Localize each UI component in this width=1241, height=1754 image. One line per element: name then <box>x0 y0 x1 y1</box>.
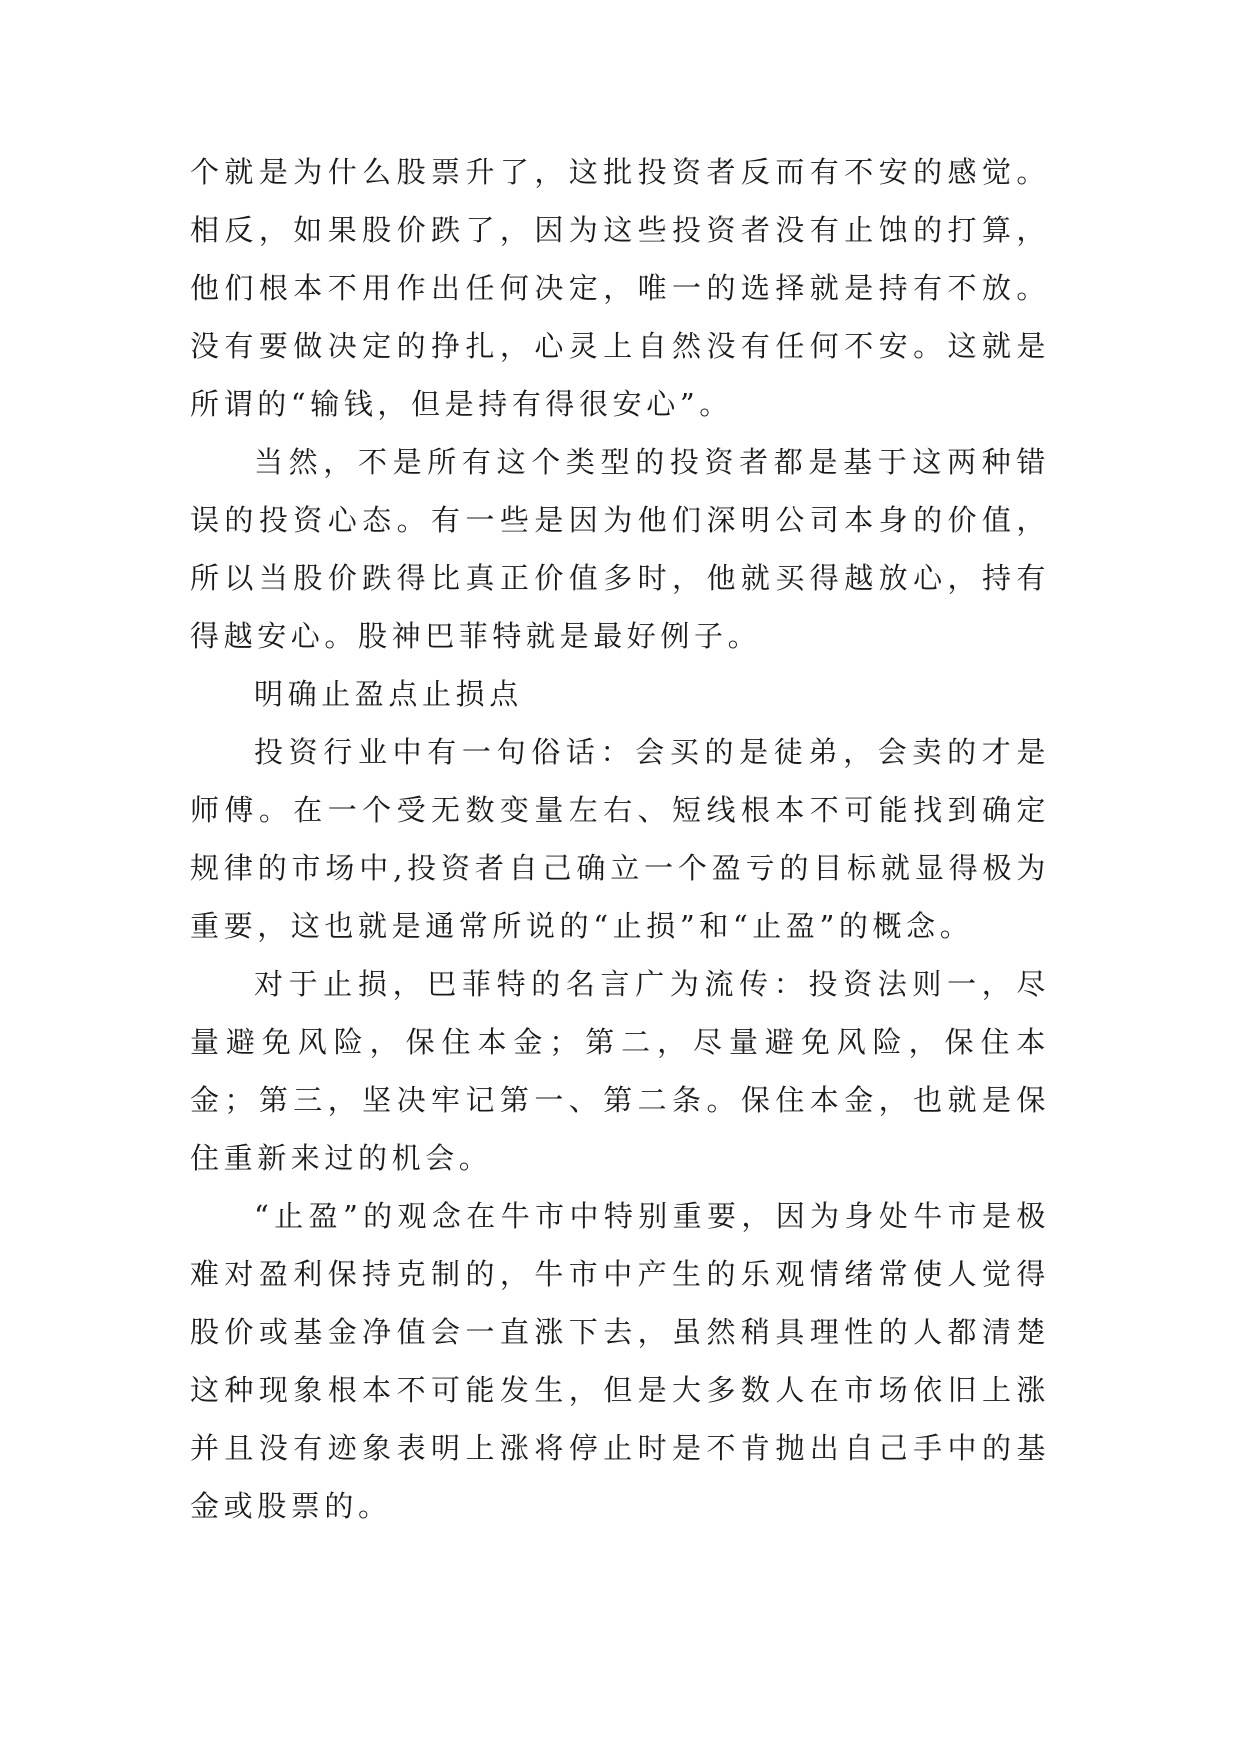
paragraph-stop-loss: 对于止损，巴菲特的名言广为流传：投资法则一，尽量避免风险，保住本金；第二，尽量避免风险，保住本金；第三，坚决牢记第一、第二条。保住本金，也就是保住重新来过的机会。 <box>190 967 1050 1175</box>
paragraph-buffett-value: 当然，不是所有这个类型的投资者都是基于这两种错误的投资心态。有一些是因为他们深明公司本身的价值，所以当股价跌得比真正价值多时，他就买得越放心，持有得越安心。股神巴菲特就是最好例子。 <box>190 445 1050 653</box>
document-page <box>190 143 1050 1535</box>
paragraph-take-profit: “止盈”的观念在牛市中特别重要，因为身处牛市是极难对盈利保持克制的，牛市中产生的乐观情绪常使人觉得股价或基金净值会一直涨下去，虽然稍具理性的人都清楚这种现象根本不可能发生，但是大多数人在市场依旧上涨并且没有迹象表明上涨将停止时是不肯抛出自己手中的基金或股票的。 <box>190 1199 1050 1523</box>
section-heading: 明确止盈点止损点 <box>254 677 523 711</box>
paragraph-stop-points: 投资行业中有一句俗话：会买的是徒弟，会卖的才是师傅。在一个受无数变量左右、短线根本不可能找到确定规律的市场中,投资者自己确立一个盈亏的目标就显得极为重要，这也就是通常所说的“止损”和“止盈”的概念。 <box>190 735 1050 943</box>
paragraph-continuation: 个就是为什么股票升了，这批投资者反而有不安的感觉。相反，如果股价跌了，因为这些投资者没有止蚀的打算，他们根本不用作出任何决定，唯一的选择就是持有不放。没有要做决定的挣扎，心灵上自然没有任何不安。这就是所谓的“输钱，但是持有得很安心”。 <box>190 155 1050 421</box>
